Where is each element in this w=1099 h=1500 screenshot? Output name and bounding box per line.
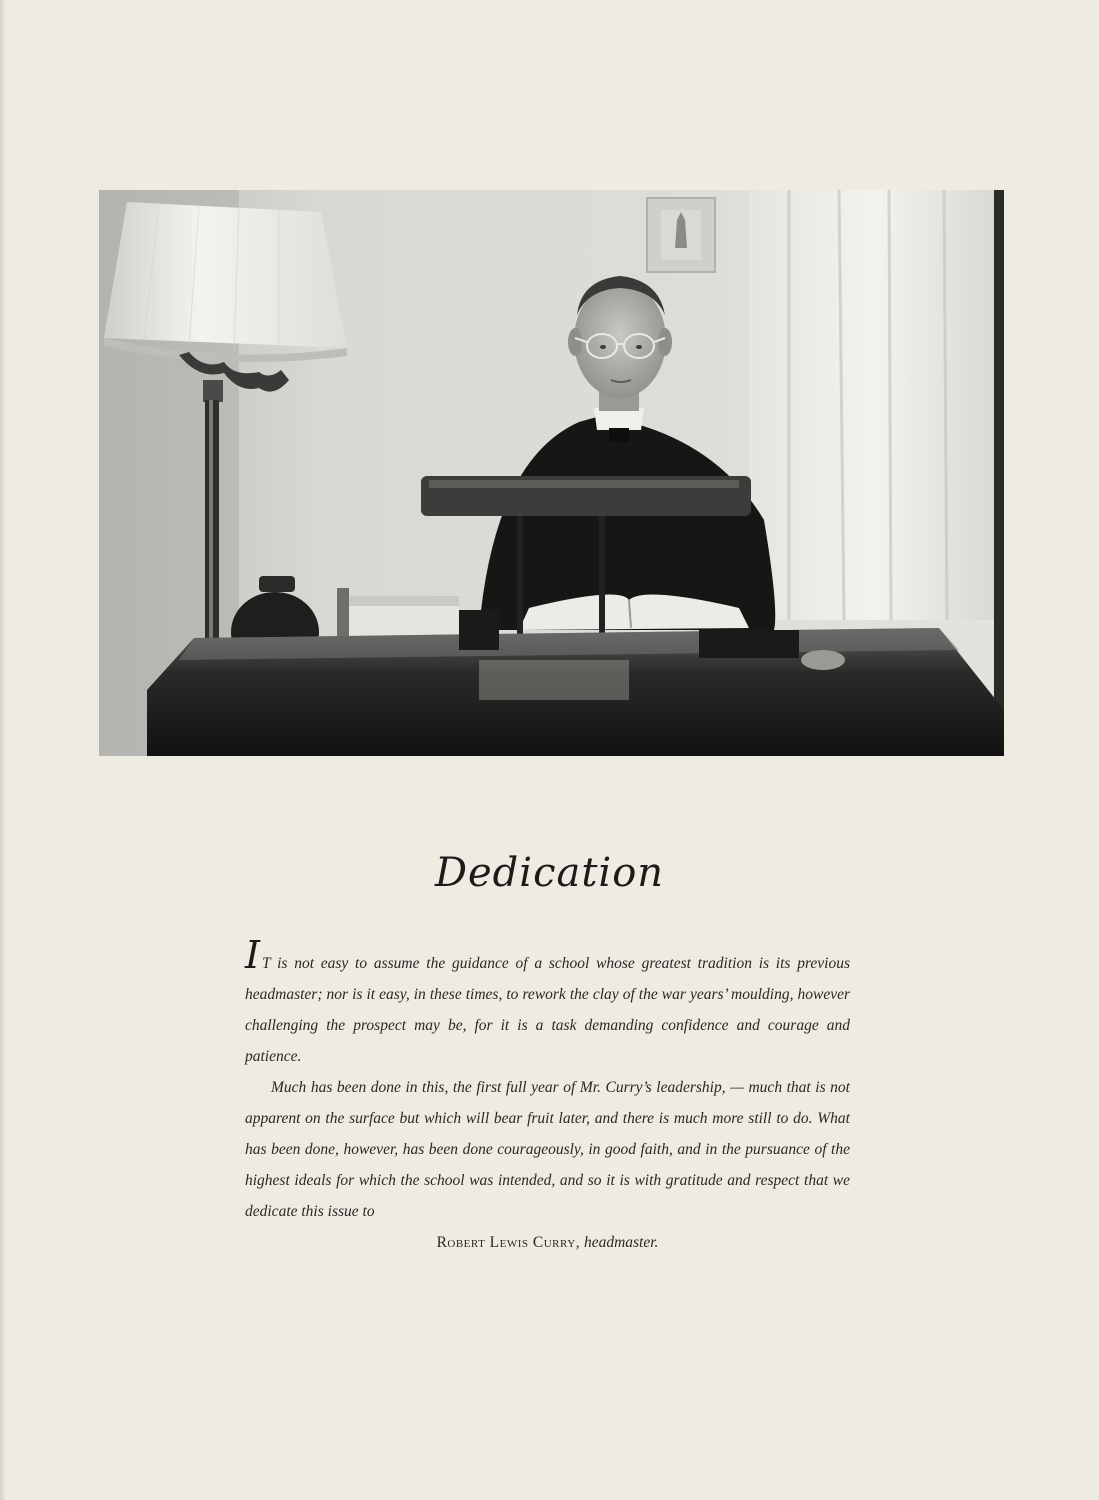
dedication-paragraph-2: Much has been done in this, the first full year of Mr. Curry’s leadership, — much that is not apparent on the surface but which will bear fruit later, and there is much more still to do. What has been done, however, has been done courageously, in good faith, and in the pursuance of the highest ideals for which the school was intended, and so it is with gratitude and respect that we dedicate this issue to: [245, 1079, 850, 1220]
drop-cap: I: [245, 933, 261, 977]
headmaster-photograph: [99, 190, 1004, 756]
headmaster-photograph-art: [99, 190, 1004, 756]
signature-role: headmaster.: [583, 1234, 659, 1251]
page-edge: [0, 0, 6, 1500]
dedication-title: Dedication: [434, 850, 665, 896]
signature-name: Robert Lewis Curry,: [436, 1234, 581, 1251]
paragraph-1-body: T is not easy to assume the guidance of a school whose greatest tradition is its previous headmaster; nor is it easy, in these times, to rework the clay of the war years’ moulding, however challenging the prospect may be, for it is a task demanding confidence and courage and patience.: [245, 955, 850, 1065]
dedication-signature: [245, 1227, 850, 1258]
dedication-text: [245, 933, 850, 1258]
dedication-paragraph-1: [245, 933, 850, 1072]
